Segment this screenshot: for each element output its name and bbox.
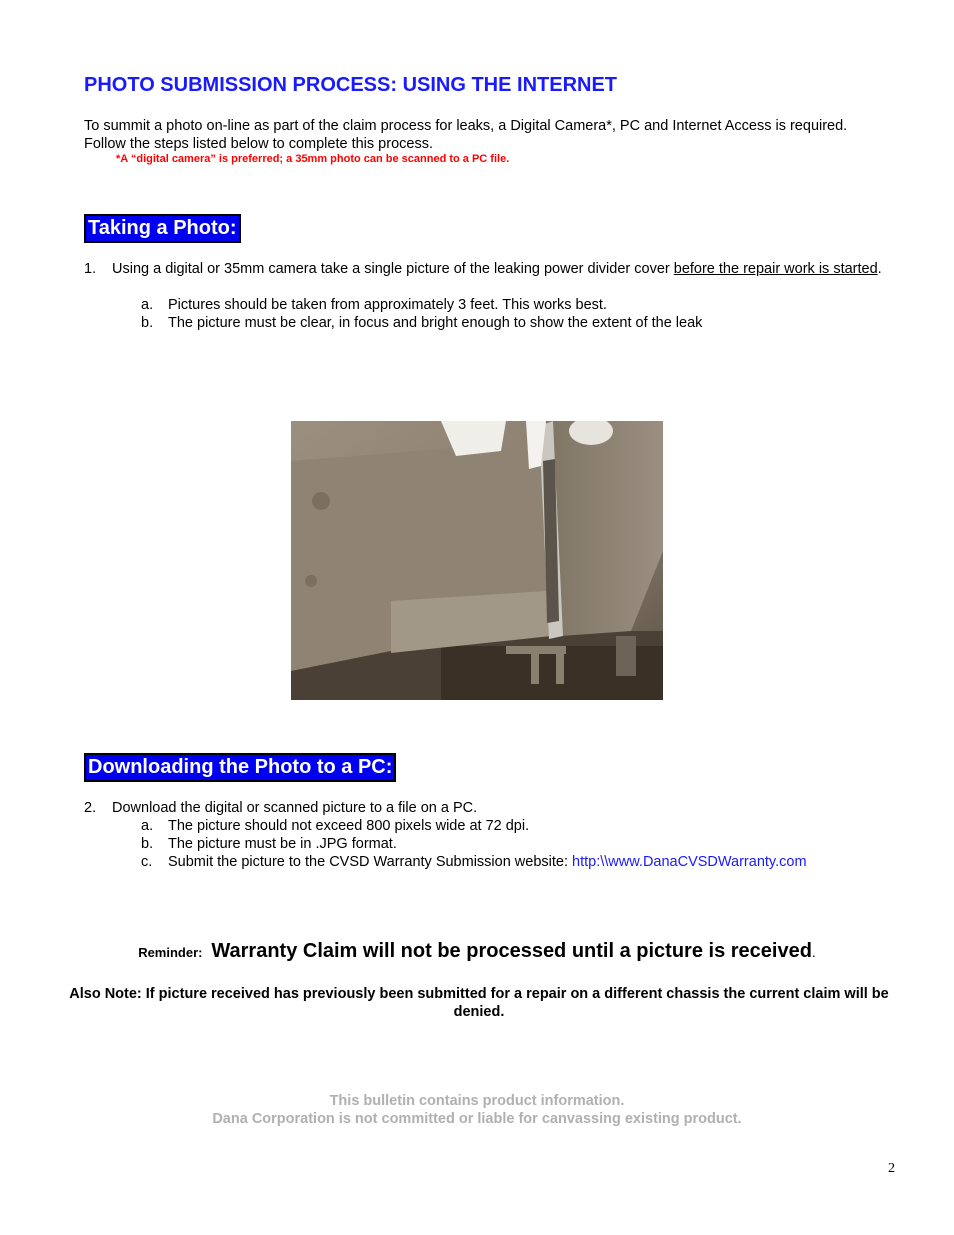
step-2b-text: The picture must be in .JPG format. bbox=[168, 836, 397, 852]
reminder-text: Warranty Claim will not be processed until a picture is received bbox=[211, 940, 812, 962]
step-1b-label: b. bbox=[141, 315, 154, 331]
step-1b-text: The picture must be clear, in focus and bright enough to show the extent of the leak bbox=[168, 315, 703, 331]
step-2c-text bbox=[168, 853, 807, 871]
step-2a-label: a. bbox=[141, 818, 154, 834]
step-number-2: 2. bbox=[84, 800, 97, 816]
step-2b-label: b. bbox=[141, 836, 154, 852]
reminder-period: . bbox=[811, 944, 816, 960]
step-1-text bbox=[112, 260, 892, 278]
leaking-power-divider-photo bbox=[291, 421, 663, 700]
warranty-website-link[interactable]: http:\\www.DanaCVSDWarranty.com bbox=[572, 854, 807, 870]
step-number-1: 1. bbox=[84, 261, 97, 277]
step-2c-label: c. bbox=[141, 854, 153, 870]
footer-line-1: This bulletin contains product information. bbox=[329, 1093, 625, 1109]
step-2a-text: The picture should not exceed 800 pixels wide at 72 dpi. bbox=[168, 818, 530, 834]
reminder-line bbox=[0, 940, 954, 963]
step-1-text-prefix: Using a digital or 35mm camera take a single picture of the leaking power divider cover bbox=[112, 261, 674, 277]
reminder-label: Reminder: bbox=[138, 945, 203, 960]
step-2c-text-body: Submit the picture to the CVSD Warranty Submission website: bbox=[168, 854, 573, 870]
step-1a-text: Pictures should be taken from approximately 3 feet. This works best. bbox=[168, 297, 607, 313]
footer-line-2: Dana Corporation is not committed or liable for canvassing existing product. bbox=[212, 1111, 742, 1127]
page-title: PHOTO SUBMISSION PROCESS: USING THE INTERNET bbox=[84, 74, 618, 96]
step-1a-label: a. bbox=[141, 297, 154, 313]
step-1-text-suffix: . bbox=[877, 261, 882, 277]
also-note: Also Note: If picture received has previously been submitted for a repair on a different chassis the current claim will be denied. bbox=[69, 986, 889, 1020]
section-heading-taking-photo: Taking a Photo: bbox=[84, 214, 241, 243]
camera-footnote: *A “digital camera” is preferred; a 35mm photo can be scanned to a PC file. bbox=[116, 153, 510, 165]
section-heading-downloading: Downloading the Photo to a PC: bbox=[84, 753, 396, 782]
step-2-text: Download the digital or scanned picture to a file on a PC. bbox=[112, 800, 478, 816]
step-1-text-underlined: before the repair work is started bbox=[673, 261, 878, 277]
intro-paragraph: To summit a photo on-line as part of the claim process for leaks, a Digital Camera*, PC and Internet Access is required. Follow the steps listed below to complete this process. bbox=[84, 118, 848, 152]
page-number: 2 bbox=[888, 1161, 895, 1176]
